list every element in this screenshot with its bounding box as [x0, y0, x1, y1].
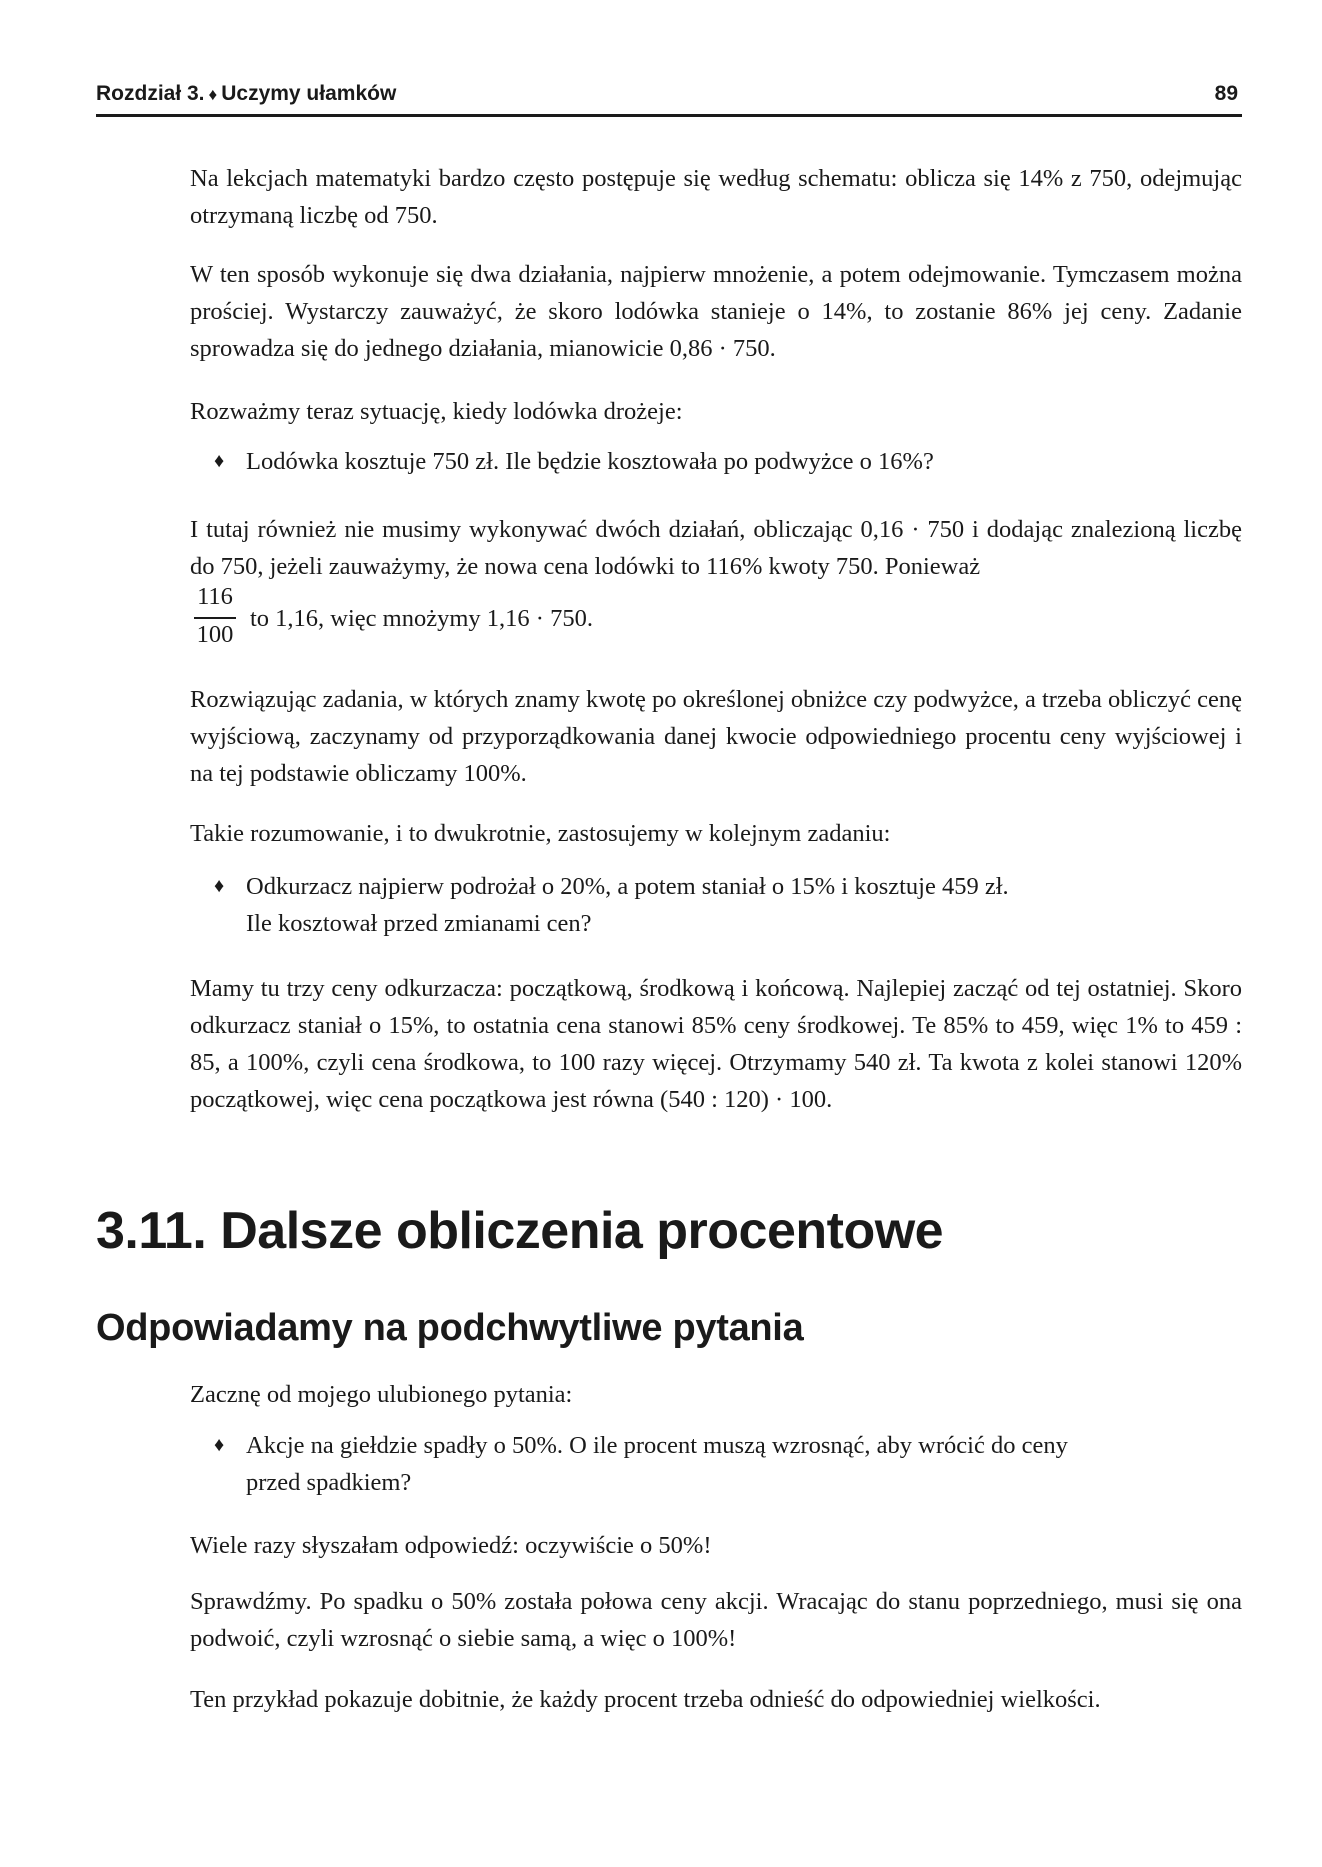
paragraph-1-text: Na lekcjach matematyki bardzo często postępuje się według schematu: oblicza się 14% z 750, odejmując otrzymaną liczbę od 750.: [190, 165, 1242, 229]
paragraph-8-text: Zacznę od mojego ulubionego pytania:: [190, 1381, 573, 1408]
diamond-bullet-icon: ♦: [214, 1434, 225, 1456]
paragraph-8: [190, 1376, 1242, 1413]
paragraph-3: [190, 393, 1242, 430]
paragraph-3-text: Rozważmy teraz sytuację, kiedy lodówka drożeje:: [190, 398, 683, 425]
bullet-3-line-1: Akcje na giełdzie spadły o 50%. O ile procent muszą wzrosnąć, aby wrócić do ceny: [246, 1432, 1068, 1459]
bullet-item-2: [214, 868, 1214, 942]
diamond-separator-icon: ♦: [208, 85, 218, 104]
paragraph-2: [190, 256, 1242, 367]
paragraph-6-text: Takie rozumowanie, i to dwukrotnie, zastosujemy w kolejnym zadaniu:: [190, 820, 891, 847]
fraction-denominator: 100: [196, 621, 234, 648]
bullet-3-line-2: przed spadkiem?: [246, 1469, 412, 1496]
paragraph-1: [190, 160, 1242, 234]
paragraph-7-text: Mamy tu trzy ceny odkurzacza: początkową, środkową i końcową. Najlepiej zacząć od tej ostatniej. Skoro odkurzacz staniał o 15%, to ostatnia cena stanowi 85% ceny środkowej. Te 85% to 459, więc 1% to 459 : 85, a 100%, czyli cena środkowa, to 100 razy więcej. Otrzymamy 540 zł. Ta kwota z kolei stanowi 120% początkowej, więc cena początkowa jest równa (540 : 120) · 100.: [190, 975, 1242, 1113]
chapter-label: [96, 78, 396, 111]
paragraph-6: [190, 815, 1242, 852]
paragraph-11-text: Ten przykład pokazuje dobitnie, że każdy procent trzeba odnieść do odpowiedniej wielkości.: [190, 1686, 1101, 1713]
paragraph-11: [190, 1681, 1242, 1718]
paragraph-5: [190, 681, 1242, 792]
running-header: [96, 78, 1242, 117]
paragraph-4-text: I tutaj również nie musimy wykonywać dwóch działań, obliczając 0,16 · 750 i dodając znalezioną liczbę do 750, jeżeli zauważymy, że nowa cena lodówki to 116% kwoty 750. Ponieważ: [190, 516, 1242, 580]
diamond-bullet-icon: ♦: [214, 450, 225, 472]
paragraph-9-text: Wiele razy słyszałam odpowiedź: oczywiście o 50%!: [190, 1532, 712, 1559]
chapter-number: Rozdział 3.: [96, 82, 205, 105]
bullet-2-line-1: Odkurzacz najpierw podrożał o 20%, a potem staniał o 15% i kosztuje 459 zł.: [246, 873, 1009, 900]
bullet-1-line-1: Lodówka kosztuje 750 zł. Ile będzie kosztowała po podwyżce o 16%?: [246, 448, 934, 475]
paragraph-4: [190, 511, 1242, 585]
fraction-numerator: 116: [197, 583, 233, 610]
fraction-line-text: to 1,16, więc mnożymy 1,16 · 750.: [250, 605, 593, 632]
section-heading: 3.11. Dalsze obliczenia procentowe: [96, 1202, 944, 1260]
page-number: 89: [1214, 82, 1238, 105]
subsection-heading: Odpowiadamy na podchwytliwe pytania: [96, 1307, 804, 1349]
chapter-title: Uczymy ułamków: [221, 82, 397, 105]
diamond-bullet-icon: ♦: [214, 875, 225, 897]
fraction-bar: [194, 617, 236, 619]
paragraph-5-text: Rozwiązując zadania, w których znamy kwotę po określonej obniżce czy podwyżce, a trzeba obliczyć cenę wyjściową, zaczynamy od przyporządkowania danej kwocie odpowiedniego procentu ceny wyjściowej i na tej podstawie obliczamy 100%.: [190, 686, 1242, 787]
paragraph-10-text: Sprawdźmy. Po spadku o 50% została połowa ceny akcji. Wracając do stanu poprzedniego, musi się ona podwoić, czyli wzrosnąć o siebie samą, a więc o 100%!: [190, 1588, 1242, 1652]
paragraph-9: [190, 1527, 1242, 1564]
paragraph-10: [190, 1583, 1242, 1657]
paragraph-7: [190, 970, 1242, 1118]
bullet-2-line-2: Ile kosztował przed zmianami cen?: [246, 910, 592, 937]
bullet-item-1: [214, 443, 1214, 480]
bullet-item-3: [214, 1427, 1214, 1501]
paragraph-2-text: W ten sposób wykonuje się dwa działania, najpierw mnożenie, a potem odejmowanie. Tymczasem można prościej. Wystarczy zauważyć, że skoro lodówka stanieje o 14%, to zostanie 86% jej ceny. Zadanie sprowadza się do jednego działania, mianowicie 0,86 · 750.: [190, 261, 1242, 362]
